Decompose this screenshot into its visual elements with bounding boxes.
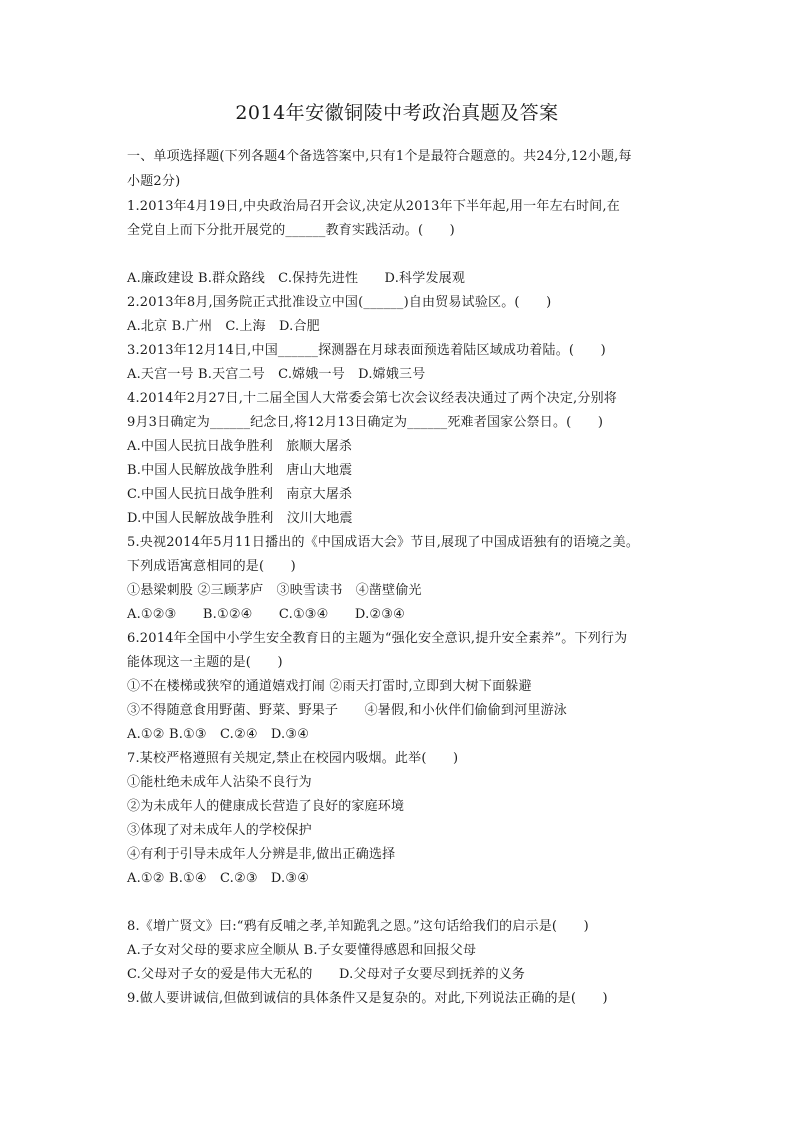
question-7-item-3: ③体现了对未成年人的学校保护: [127, 823, 312, 838]
question-2-options: A.北京 B.广州 C.上海 D.合肥: [127, 319, 320, 334]
question-4-option-d: D.中国人民解放战争胜利 汶川大地震: [127, 511, 353, 526]
question-7-stem: 7.某校严格遵照有关规定,禁止在校园内吸烟。此举( ): [127, 751, 459, 766]
question-4-stem: 4.2014年2月27日,十二届全国人大常委会第七次会议经表决通过了两个决定,分别将: [127, 391, 617, 406]
section-heading: 一、单项选择题(下列各题4个备选答案中,只有1个是最符合题意的。共24分,12小题,每: [127, 149, 632, 164]
question-4-stem-cont: 9月3日确定为______纪念日,将12月13日确定为______死难者国家公祭日。( ): [127, 415, 604, 430]
question-5-stem: 5.央视2014年5月11日播出的《中国成语大会》节目,展现了中国成语独有的语境之美。: [127, 535, 640, 550]
question-7-item-2: ②为未成年人的健康成长营造了良好的家庭环境: [127, 799, 405, 814]
question-5-items: ①悬梁刺股 ②三顾茅庐 ③映雪读书 ④凿壁偷光: [127, 583, 422, 598]
question-5-options: A.①②③ B.①②④ C.①③④ D.②③④: [127, 607, 405, 622]
question-1-options: A.廉政建设 B.群众路线 C.保持先进性 D.科学发展观: [127, 271, 466, 286]
question-3-options: A.天宫一号 B.天宫二号 C.嫦娥一号 D.嫦娥三号: [127, 367, 426, 382]
question-2-stem: 2.2013年8月,国务院正式批准设立中国(______)自由贸易试验区。( ): [127, 295, 552, 310]
question-6-stem-cont: 能体现这一主题的是( ): [127, 655, 283, 670]
question-7-item-4: ④有利于引导未成年人分辨是非,做出正确选择: [127, 847, 396, 862]
question-8-stem: 8.《增广贤文》曰:“鸦有反哺之孝,羊知跪乳之恩。”这句话给我们的启示是( ): [127, 919, 589, 934]
question-3-stem: 3.2013年12月14日,中国______探测器在月球表面预选着陆区域成功着陆。( ): [127, 343, 606, 358]
question-4-option-b: B.中国人民解放战争胜利 唐山大地震: [127, 463, 353, 478]
question-6-options: A.①② B.①③ C.②④ D.③④: [127, 727, 310, 742]
question-8-options-cd: C.父母对子女的爱是伟大无私的 D.父母对子女要尽到抚养的义务: [127, 967, 526, 982]
section-heading-cont: 小题2分): [127, 174, 181, 189]
question-6-items-1: ①不在楼梯或狭窄的通道嬉戏打闹 ②雨天打雷时,立即到大树下面躲避: [127, 679, 532, 694]
question-1-stem: 1.2013年4月19日,中央政治局召开会议,决定从2013年下半年起,用一年左右时间,在: [127, 199, 620, 214]
page-title: 2014年安徽铜陵中考政治真题及答案: [235, 102, 559, 124]
question-8-options-ab: A.子女对父母的要求应全顺从 B.子女要懂得感恩和回报父母: [127, 943, 477, 958]
question-7-item-1: ①能杜绝未成年人沾染不良行为: [127, 775, 312, 790]
question-1-stem-cont: 全党自上而下分批开展党的______教育实践活动。( ): [127, 223, 455, 238]
question-4-option-c: C.中国人民抗日战争胜利 南京大屠杀: [127, 487, 353, 502]
question-6-stem: 6.2014年全国中小学生安全教育日的主题为“强化安全意识,提升安全素养”。下列行为: [127, 631, 628, 646]
question-9-stem: 9.做人要讲诚信,但做到诚信的具体条件又是复杂的。对此,下列说法正确的是( ): [127, 991, 608, 1006]
question-5-stem-cont: 下列成语寓意相同的是( ): [127, 559, 296, 574]
question-7-options: A.①② B.①④ C.②③ D.③④: [127, 871, 310, 886]
question-6-items-2: ③不得随意食用野菌、野菜、野果子 ④暑假,和小伙伴们偷偷到河里游泳: [127, 703, 567, 718]
question-4-option-a: A.中国人民抗日战争胜利 旅顺大屠杀: [127, 439, 353, 454]
